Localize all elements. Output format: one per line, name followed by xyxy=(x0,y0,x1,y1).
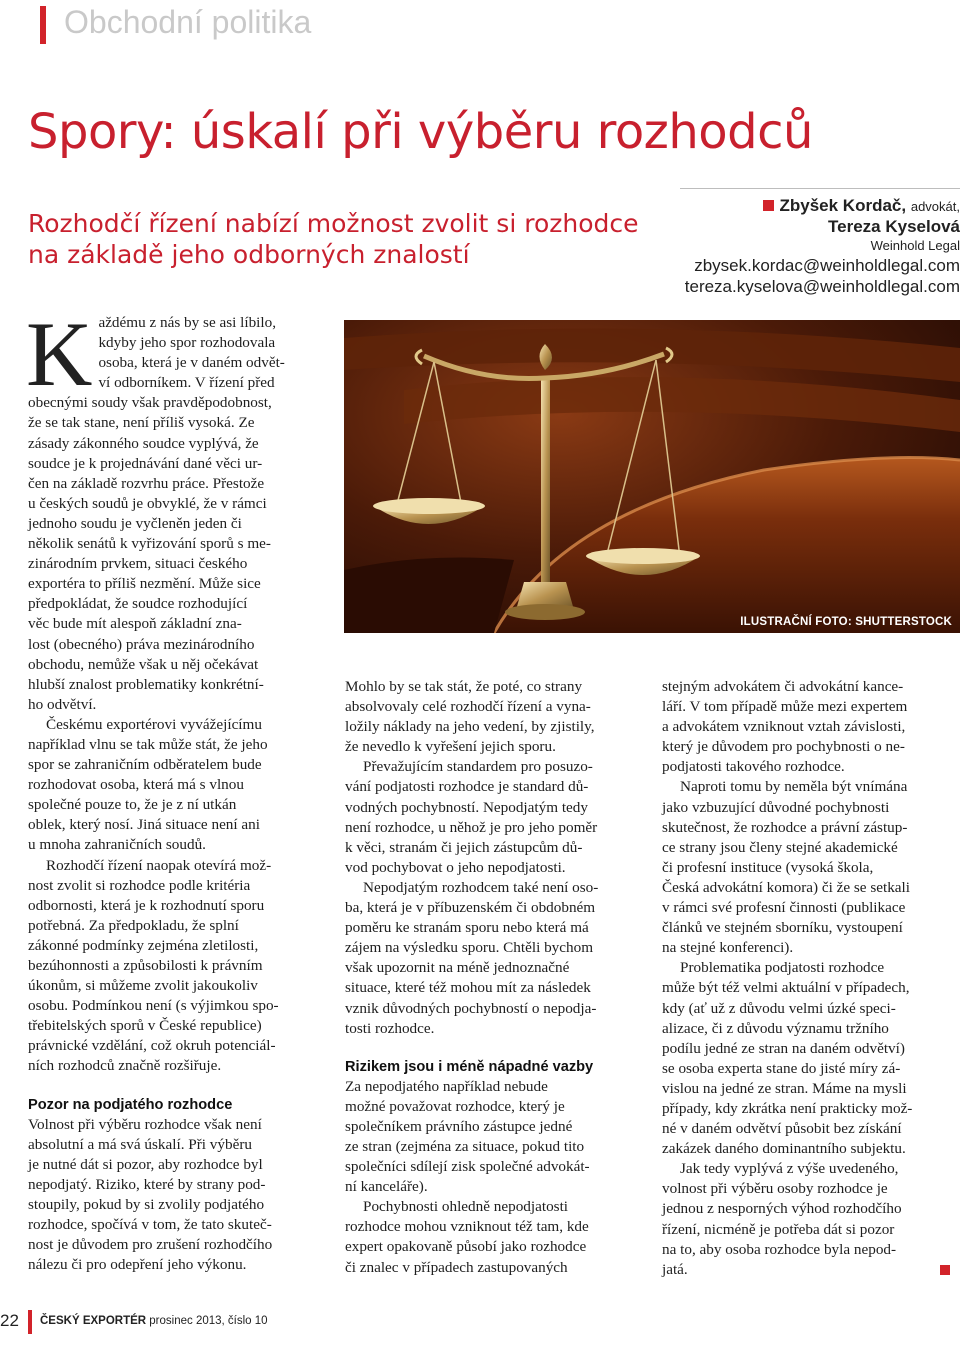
paragraph xyxy=(345,1077,638,1198)
text-line: Problematika podjatosti rozhodce xyxy=(680,959,885,977)
text-line: není rozhodce, u něhož je pro jeho poměr xyxy=(345,818,598,836)
paragraph xyxy=(28,856,326,1077)
paragraph xyxy=(662,777,954,958)
text-line: ce strany jsou členy stejné akademické xyxy=(662,838,898,856)
text-line: aždému z nás by se asi líbilo, xyxy=(98,314,277,331)
text-line: k věci, stranám či jejich zástupcům dů- xyxy=(345,838,583,856)
text-line: vodných pochybností. Nepodjatým tedy xyxy=(345,798,588,816)
text-line: společníkem právního zástupce jedné xyxy=(345,1117,573,1135)
text-line: stejným advokátem či advokátní kance- xyxy=(662,678,904,695)
paragraph xyxy=(345,677,638,757)
author-email[interactable]: zbysek.kordac@weinholdlegal.com xyxy=(694,256,960,275)
text-line: situace, které též mohou mít za následek xyxy=(345,979,591,997)
text-line: Nepodjatým rozhodcem také není oso- xyxy=(363,878,599,896)
text-line: že se tak stane, není příliš vysoká. Ze xyxy=(28,414,255,432)
text-line: ba, která je v příbuzenském či obdobném xyxy=(345,899,596,917)
drop-cap: K xyxy=(26,303,93,405)
bullet-square-icon xyxy=(763,200,774,211)
text-line: ze stran (zejména za situace, pokud tito xyxy=(345,1137,585,1155)
text-line: třebitelských sporů v České republice) xyxy=(28,1017,262,1035)
text-line: vislou na jedné ze stran. Máme na mysli xyxy=(662,1079,907,1097)
text-line: Pochybnosti ohledně nepodjatosti xyxy=(363,1198,569,1216)
text-line: vání podjatosti rozhodce je standard dů- xyxy=(345,778,589,796)
author-line-1 xyxy=(685,196,960,217)
text-line: či znalec v případech zastupovaných xyxy=(345,1258,568,1276)
text-line: Převažujícím standardem pro posuzo- xyxy=(363,758,593,776)
text-line: Česká advokátní komora) či že se setkali xyxy=(662,878,910,896)
text-line: čen na základě rozvrhu práce. Přestože xyxy=(28,474,265,492)
text-line: né v daném odvětví působit bez získání xyxy=(662,1120,902,1138)
author-firm: Weinhold Legal xyxy=(870,238,960,253)
author-name: Zbyšek Kordač, xyxy=(779,196,907,215)
paragraph xyxy=(345,878,638,1039)
text-line: alizace, či z důvodu významu tržního xyxy=(662,1019,889,1037)
text-line: hlubší znalost problematiky konkrétní- xyxy=(28,675,264,693)
text-line: či profesní instituce (vysoká škola, xyxy=(662,858,874,876)
text-line: soudce je k projednávání dané věci ur- xyxy=(28,454,263,472)
text-line: vod pochybovat o jeho nepodjatosti. xyxy=(345,858,566,876)
paragraph xyxy=(662,677,954,777)
text-line: rozhodce, spočívá v tom, že tato skuteč- xyxy=(28,1216,272,1234)
text-line: jako vzbuzující důvodné pochybnosti xyxy=(662,798,890,816)
text-line: podjatosti takového rozhodce. xyxy=(662,758,845,776)
text-line: podílu jedné ze stran na daném odvětví) xyxy=(662,1039,905,1057)
text-line: několik senátů k vyřizování sporů s me- xyxy=(28,535,271,553)
paragraph xyxy=(28,715,326,856)
text-line: u mnoha zahraničních soudů. xyxy=(28,836,206,854)
text-line: ví odborníkem. V řízení před xyxy=(98,374,275,392)
text-line: úkonům, si můžeme zvolit jakoukoliv xyxy=(28,977,258,995)
text-line: u českých soudů je obvyklé, že v rámci xyxy=(28,494,267,512)
paragraph xyxy=(345,1197,638,1277)
text-line: právnické vzdělání, což okruh potenciál- xyxy=(28,1037,276,1055)
text-line: Českému exportérovi vyvážejícímu xyxy=(46,715,262,733)
text-line: ní kanceláře). xyxy=(345,1178,428,1196)
text-line: zájem na výsledku sporu. Chtěli bychom xyxy=(345,939,594,957)
text-line: zinárodním prvkem, situaci českého xyxy=(28,555,248,573)
paragraph xyxy=(662,1159,954,1280)
footer-marker xyxy=(28,1310,32,1334)
paragraph xyxy=(26,303,326,715)
text-line: absolutní a má svá úskalí. Při výběru xyxy=(28,1135,252,1153)
text-line: vznik důvodných pochybností o nepodja- xyxy=(345,999,597,1017)
text-line: bezúhonnosti a způsobilosti k právním xyxy=(28,957,263,974)
text-line: ložily náklady na jeho vedení, by zjistily, xyxy=(345,718,595,736)
illustration-photo xyxy=(344,320,960,633)
text-line: obecnými soudy však pravděpodobnost, xyxy=(28,394,272,412)
paragraph xyxy=(345,757,638,878)
text-line: rozhodce mohou vzniknout též tam, kde xyxy=(345,1218,589,1236)
text-line: obchodu, nemůže však u něj očekávat xyxy=(28,655,259,673)
text-line: jatá. xyxy=(662,1260,688,1278)
text-line: který je důvodem pro pochybnosti o ne- xyxy=(662,738,905,756)
text-line: v rámci své profesní činnosti (publikace xyxy=(662,899,906,917)
text-line: na stejné konferenci). xyxy=(662,939,794,957)
text-line: volnost při výběru osoby rozhodce je xyxy=(662,1180,888,1198)
text-line: na to, aby osoba rozhodce byla nepod- xyxy=(662,1240,897,1258)
article-column-3 xyxy=(662,677,954,1280)
text-line: zakázek daného dominantního subjektu. xyxy=(662,1140,906,1158)
text-line: se osoba experta stane do jisté míry zá- xyxy=(662,1059,901,1077)
section-title: Obchodní politika xyxy=(64,4,312,40)
text-line: zákonné podmínky zejména zletilosti, xyxy=(28,936,259,954)
issue-info: prosinec 2013, číslo 10 xyxy=(149,1315,268,1327)
text-line: absolvovaly celé rozhodčí řízení a vyna- xyxy=(345,698,591,716)
text-line: společné pouze to, že je z ní utkán xyxy=(28,796,237,814)
author-block xyxy=(685,196,960,297)
text-line: spor se zahraničním odběratelem bude xyxy=(28,756,262,774)
paragraph xyxy=(662,958,954,1159)
text-line: předpokládat, že soudce rozhodující xyxy=(28,595,248,613)
text-line: Volnost při výběru rozhodce však není xyxy=(28,1115,262,1133)
author-divider xyxy=(680,188,960,189)
article-column-2 xyxy=(345,677,638,1278)
scales-of-justice-image xyxy=(344,320,960,633)
text-line: potřebná. Za předpokladu, že splní xyxy=(28,916,239,934)
photo-credit: ILUSTRAČNÍ FOTO: SHUTTERSTOCK xyxy=(740,616,952,628)
author-email[interactable]: tereza.kyselova@weinholdlegal.com xyxy=(684,277,960,296)
text-line: řízení, nicméně je potřeba dát si pozor xyxy=(662,1220,895,1238)
section-heading: Pozor na podjatého rozhodce xyxy=(28,1096,233,1113)
text-line: zásady zákonného soudce vyplývá, že xyxy=(28,434,259,452)
text-line: kdyby jeho spor rozhodovala xyxy=(98,334,276,352)
text-line: nost zvolit si rozhodce podle kritéria xyxy=(28,876,251,894)
text-line: rozhodovat osoba, která má s vlnou xyxy=(28,776,244,794)
article-title: Spory: úskalí při výběru rozhodců xyxy=(28,104,813,160)
text-line: expert opakovaně působí jako rozhodce xyxy=(345,1238,587,1256)
text-line: článků ve stejném sborníku, vystoupení xyxy=(662,919,903,937)
text-line: Jak tedy vyplývá z výše uvedeného, xyxy=(680,1160,899,1178)
article-end-square-icon xyxy=(940,1265,950,1275)
page-number: 22 xyxy=(0,1311,19,1330)
text-line: však upozornit na méně jednoznačné xyxy=(345,959,570,977)
text-line: Rozhodčí řízení naopak otevírá mož- xyxy=(46,856,272,874)
text-line: osobu. Podmínkou není (s výjimkou spo- xyxy=(28,997,279,1015)
text-line: nost je důvodem pro zrušení rozhodčího xyxy=(28,1236,273,1254)
text-line: odbornosti, která je k rozhodnutí sporu xyxy=(28,896,265,914)
text-line: Naproti tomu by neměla být vnímána xyxy=(680,778,908,796)
text-line: a advokátem vzniknout vztah závislosti, xyxy=(662,718,906,736)
subtitle-line: na základě jeho odborných znalostí xyxy=(28,240,470,269)
text-line: kdy (ať už z důvodu velmi úzké speci- xyxy=(662,999,896,1017)
text-line: nálezu či pro odepření jeho výkonu. xyxy=(28,1256,247,1274)
author-name-2: Tereza Kyselová xyxy=(828,217,960,236)
magazine-name: ČESKÝ EXPORTÉR xyxy=(40,1315,147,1327)
text-line: možné považovat rozhodce, který je xyxy=(345,1097,565,1115)
text-line: nepodjatý. Riziko, které by strany pod- xyxy=(28,1175,266,1193)
text-line: Za nepodjatého například nebude xyxy=(345,1077,548,1095)
text-line: jednoho soudu je vyčleněn jeden či xyxy=(28,514,242,532)
text-line: tosti rozhodce. xyxy=(345,1019,435,1037)
article-column-1 xyxy=(26,303,326,1275)
section-heading: Rizikem jsou i méně nápadné vazby xyxy=(345,1058,594,1075)
text-line: případy, kdy zkrátka není prakticky mož- xyxy=(662,1099,913,1117)
text-line: poměru ke stranám sporu nebo která má xyxy=(345,919,589,937)
footer-publication xyxy=(40,1315,268,1327)
section-marker xyxy=(40,6,46,44)
text-line: že nevedlo k vyřešení jejich sporu. xyxy=(345,738,556,756)
text-line: je nutné dát si pozor, aby rozhodce byl xyxy=(28,1155,263,1173)
text-line: oblek, který nosí. Jiná situace není ani xyxy=(28,816,260,834)
text-line: Mohlo by se tak stát, že poté, co strany xyxy=(345,678,583,695)
text-line: společníci sdílejí zisk společné advokát- xyxy=(345,1158,590,1176)
text-line: exportéra to příliš nezmění. Může sice xyxy=(28,575,261,593)
text-line: ho odvětví. xyxy=(28,695,97,713)
text-line: jednou z nesporných výhod rozhodčího xyxy=(662,1200,902,1218)
text-line: lost (obecného) práva mezinárodního xyxy=(28,635,255,653)
text-line: může být též velmi aktuální v případech, xyxy=(662,979,910,997)
paragraph xyxy=(28,1115,326,1276)
text-line: osoba, která je v daném odvět- xyxy=(98,354,285,372)
text-line: věc bude mít alespoň základní zna- xyxy=(28,615,242,633)
text-line: stoupily, pokud by si zvolily podjatého xyxy=(28,1195,265,1213)
text-line: ních rozhodců značně rozšiřuje. xyxy=(28,1057,222,1075)
text-line: skutečnost, že rozhodce a právní zástup- xyxy=(662,818,908,836)
text-line: například vlnu se tak může stát, že jeho xyxy=(28,735,268,753)
text-line: láří. V tom případě může mezi expertem xyxy=(662,698,908,716)
subtitle-line: Rozhodčí řízení nabízí možnost zvolit si rozhodce xyxy=(28,209,639,238)
author-role: advokát, xyxy=(910,199,960,214)
article-subtitle xyxy=(28,208,639,270)
